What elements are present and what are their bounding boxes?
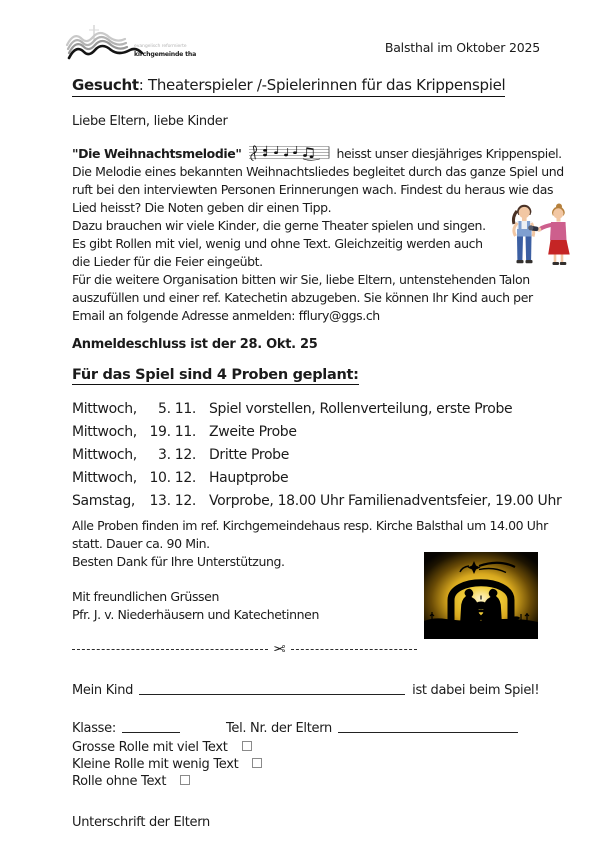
child-name-label: Mein Kind xyxy=(72,683,134,698)
schedule-date: 19. 11. xyxy=(149,424,196,440)
schedule-date: 3. 12. xyxy=(158,447,196,463)
intro-paragraph xyxy=(72,144,564,217)
schedule-desc: Spiel vorstellen, Rollenverteilung, erste Probe xyxy=(209,401,513,417)
schedule-desc: Hauptprobe xyxy=(209,470,289,486)
location-text: Alle Proben finden im ref. Kirchgemeindehaus resp. Kirche Balsthal um 14.00 Uhr statt. Dauer ca. 90 Min. xyxy=(72,518,548,551)
schedule-date: 5. 11. xyxy=(158,401,196,417)
schedule-date: 10. 12. xyxy=(149,470,196,486)
intro-text: heisst unser diesjähriges Krippenspiel. Die Melodie eines bekannten Weihnachtsliedes begleitet durch das ganze Spiel und ruft bei den interviewten Personen Erinnerungen wach. Findest du heraus wie das Lied heisst? Die Noten geben dir einen Tipp. xyxy=(72,146,564,215)
schedule-row xyxy=(72,421,564,444)
role-option xyxy=(72,739,564,756)
schedule-date: 13. 12. xyxy=(149,493,196,509)
role-option xyxy=(72,756,564,773)
parent-signature-label: Unterschrift der Eltern xyxy=(72,815,210,830)
phone-label: Tel. Nr. der Eltern xyxy=(225,721,332,736)
music-notation-icon xyxy=(245,144,331,162)
signer-name: Pfr. J. v. Niederhäusern und Katechetinnen xyxy=(72,607,319,622)
interview-clipart xyxy=(497,198,587,268)
title-bold: Gesucht xyxy=(72,76,139,94)
melody-title: "Die Weihnachtsmelodie" xyxy=(72,146,242,161)
deadline-text: Anmeldeschluss ist der 28. Okt. 25 xyxy=(72,337,318,352)
schedule-day: Mittwoch, xyxy=(72,424,137,440)
document-date: Balsthal im Oktober 2025 xyxy=(384,40,540,55)
dash-line-right xyxy=(291,649,417,650)
logo-subtitle: evangelisch reformierte xyxy=(134,44,187,49)
role-option-label: Rolle ohne Text xyxy=(72,774,167,789)
role-checkbox xyxy=(252,758,262,768)
nativity-image xyxy=(424,552,538,639)
child-name-field xyxy=(139,681,405,695)
role-option xyxy=(72,773,564,790)
child-name-suffix: ist dabei beim Spiel! xyxy=(412,683,540,698)
schedule-row xyxy=(72,398,564,421)
role-option-label: Grosse Rolle mit viel Text xyxy=(72,740,228,755)
greeting-text: Mit freundlichen Grüssen xyxy=(72,589,219,604)
class-phone-line xyxy=(72,719,564,736)
role-option-label: Kleine Rolle mit wenig Text xyxy=(72,757,239,772)
organisation-paragraph: Für die weitere Organisation bitten wir Sie, liebe Eltern, untenstehenden Talon auszufüllen und einer ref. Katechetin abzugeben. Sie können Ihr Kind auch per Email an folgende Adresse anmelden: fflury@ggs.ch xyxy=(72,272,533,323)
cut-here-line xyxy=(72,642,417,657)
interviewee-figure xyxy=(513,205,533,263)
role-checkbox xyxy=(242,741,252,751)
schedule-row xyxy=(72,467,564,490)
church-logo xyxy=(64,24,196,70)
thanks-text: Besten Dank für Ihre Unterstützung. xyxy=(72,554,285,569)
title-rest: : Theaterspieler /-Spielerinnen für das Krippenspiel xyxy=(138,76,506,94)
schedule-row xyxy=(72,490,564,513)
children-paragraph: Dazu brauchen wir viele Kinder, die gerne Theater spielen und singen. Es gibt Rollen mit viel, wenig und ohne Text. Gleichzeitig werden auch die Lieder für die Feier eingeübt. xyxy=(72,218,486,269)
schedule-desc: Zweite Probe xyxy=(209,424,297,440)
schedule-day: Mittwoch, xyxy=(72,447,137,463)
schedule-day: Samstag, xyxy=(72,493,136,509)
dash-line-left xyxy=(72,649,268,650)
schedule-row xyxy=(72,444,564,467)
class-label: Klasse: xyxy=(72,721,116,736)
role-checkbox xyxy=(180,775,190,785)
class-field xyxy=(122,719,180,733)
schedule-day: Mittwoch, xyxy=(72,401,137,417)
phone-field xyxy=(338,719,518,733)
schedule-day: Mittwoch, xyxy=(72,470,137,486)
child-name-line xyxy=(72,681,564,698)
schedule-heading: Für das Spiel sind 4 Proben geplant: xyxy=(72,367,359,383)
page-title xyxy=(72,76,564,97)
salutation: Liebe Eltern, liebe Kinder xyxy=(72,114,228,129)
schedule-desc: Dritte Probe xyxy=(209,447,289,463)
church-logo-waves-icon xyxy=(64,24,196,70)
role-options xyxy=(72,739,564,790)
wave-lines xyxy=(67,33,142,58)
scissors-icon: ✂ xyxy=(273,640,286,658)
schedule-desc: Vorprobe, 18.00 Uhr Familienadventsfeier, 19.00 Uhr xyxy=(209,493,562,509)
logo-title: kirchgemeinde thal xyxy=(134,51,196,58)
rehearsal-schedule xyxy=(72,398,564,513)
registration-talon xyxy=(72,681,564,830)
